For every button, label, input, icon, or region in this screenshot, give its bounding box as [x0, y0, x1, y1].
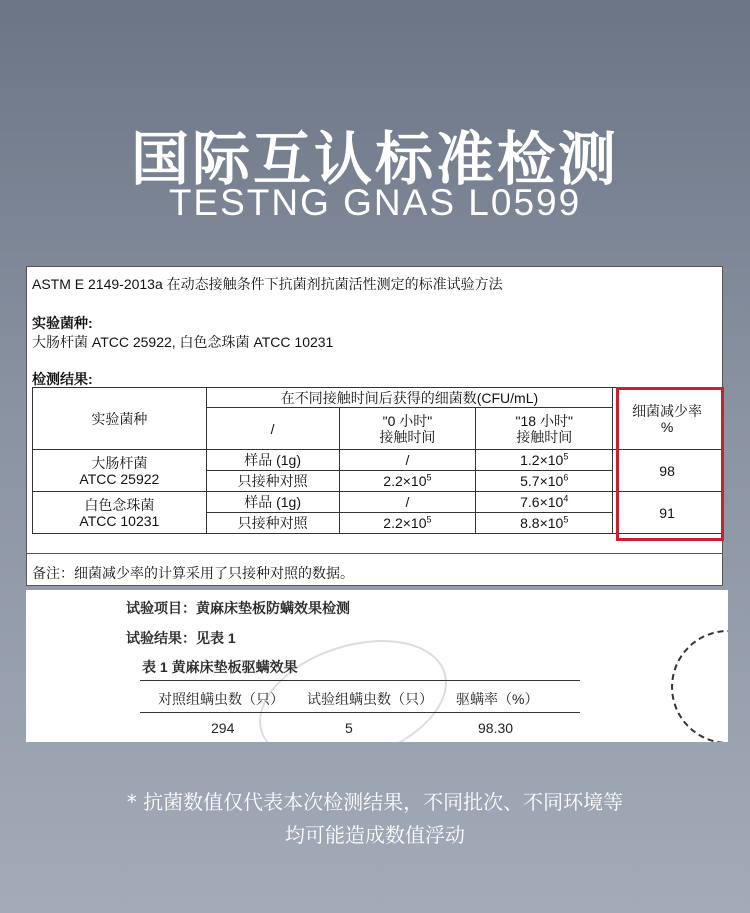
col-test-mites: 试验组螨虫数（只） [307, 691, 433, 707]
value-test-mites: 5 [345, 720, 353, 736]
strain-list: 大肠杆菌 ATCC 25922, 白色念珠菌 ATCC 10231 [32, 334, 334, 350]
row-reduction: 91 [613, 492, 722, 534]
table-title: 表 1 黄麻床垫板驱螨效果 [142, 659, 298, 675]
table-row [33, 492, 722, 513]
row-control-0h: $2.2\times 10^5$ [339, 513, 476, 534]
row-sample-18h: $1.2\times 10^5$ [476, 450, 613, 471]
row-control-18h: $8.8\times 10^5$ [476, 513, 613, 534]
disclaimer-line-1: * 抗菌数值仅代表本次检测结果，不同批次、不同环境等 [126, 790, 624, 814]
header-reduction: 细菌减少率 % [613, 388, 722, 450]
row-sample-0h: / [339, 450, 476, 471]
row-strain: 白色念珠菌 ATCC 10231 [33, 492, 207, 534]
disclaimer-line-2: 均可能造成数值浮动 [285, 823, 465, 847]
table-row [33, 450, 722, 471]
row-control-label: 只接种对照 [206, 471, 339, 492]
row-control-0h: $2.2\times 10^5$ [339, 471, 476, 492]
test-item: 试验项目：黄麻床垫板防螨效果检测 [126, 600, 350, 616]
table-top-rule [140, 680, 580, 681]
table-mid-rule [140, 712, 580, 713]
footnote: 备注：细菌减少率的计算采用了只接种对照的数据。 [27, 553, 722, 586]
row-sample-label: 样品 (1g) [206, 450, 339, 471]
row-sample-0h: / [339, 492, 476, 513]
results-table [32, 387, 722, 534]
header-cfu: 在不同接触时间后获得的细菌数(CFU/mL) [206, 388, 612, 408]
row-strain: 大肠杆菌 ATCC 25922 [33, 450, 207, 492]
header-0h: "0 小时" 接触时间 [339, 408, 476, 450]
col-control-mites: 对照组螨虫数（只） [158, 691, 284, 707]
header-18h: "18 小时" 接触时间 [476, 408, 613, 450]
header-strain: 实验菌种 [33, 388, 207, 450]
antibacterial-report [26, 266, 723, 586]
value-control-mites: 294 [211, 720, 235, 736]
row-control-18h: $5.7\times 10^6$ [476, 471, 613, 492]
page-title: 国际互认标准检测 [130, 125, 619, 193]
anti-mite-report [26, 590, 728, 742]
col-repel-rate: 驱螨率（%） [456, 691, 539, 707]
row-control-label: 只接种对照 [206, 513, 339, 534]
value-repel-rate: 98.30 [478, 720, 514, 736]
stamp-seal [671, 630, 728, 742]
header-slash: / [206, 408, 339, 450]
row-sample-label: 样品 (1g) [206, 492, 339, 513]
strain-heading: 实验菌种: [32, 315, 93, 331]
test-method: ASTM E 2149-2013a 在动态接触条件下抗菌剂抗菌活性测定的标准试验方法 [32, 276, 503, 292]
page-subtitle: TESTNG GNAS L0599 [168, 182, 582, 223]
row-sample-18h: $7.6\times 10^4$ [476, 492, 613, 513]
row-reduction: 98 [613, 450, 722, 492]
results-heading: 检测结果: [32, 371, 93, 387]
test-result: 试验结果：见表 1 [126, 630, 236, 646]
